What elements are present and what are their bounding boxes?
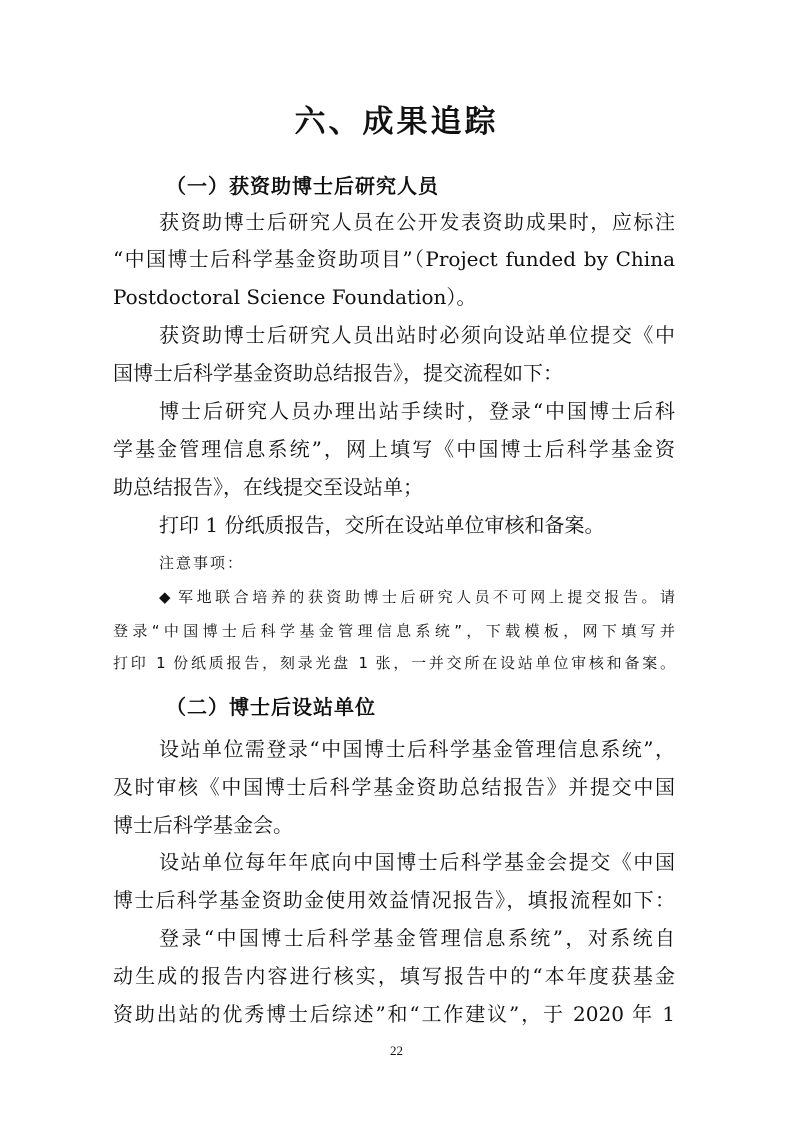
note-line bbox=[159, 586, 675, 607]
paragraph-line: 博士后科学基金会。 bbox=[113, 813, 293, 837]
section-heading-2: （二）博士后设站单位 bbox=[166, 695, 376, 719]
note-text: 军地联合培养的获资助博士后研究人员不可网上提交报告。请 bbox=[174, 588, 675, 606]
paragraph-line: 登录“中国博士后科学基金管理信息系统”，对系统自 bbox=[159, 926, 675, 950]
note-title: 注意事项： bbox=[159, 554, 245, 572]
paragraph-line: 打印 1 份纸质报告，交所在设站单位审核和备案。 bbox=[159, 513, 605, 537]
paragraph-line: 资助出站的优秀博士后综述”和“工作建议”，于 2020 年 1 bbox=[113, 1002, 675, 1026]
paragraph-line: 学基金管理信息系统”，网上填写《中国博士后科学基金资 bbox=[113, 437, 675, 461]
note-line: 登录“中国博士后科学基金管理信息系统”，下载模板，网下填写并 bbox=[113, 622, 675, 640]
paragraph-line: 国博士后科学基金资助总结报告》，提交流程如下： bbox=[113, 361, 563, 385]
paragraph-line: 获资助博士后研究人员在公开发表资助成果时，应标注 bbox=[159, 210, 675, 234]
paragraph-line: “中国博士后科学基金资助项目”（Project funded by China bbox=[113, 247, 675, 271]
section-heading-1: （一）获资助博士后研究人员 bbox=[166, 174, 439, 198]
paragraph-line: Postdoctoral Science Foundation）。 bbox=[113, 285, 477, 309]
paragraph-line: 设站单位需登录“中国博士后科学基金管理信息系统”， bbox=[159, 737, 675, 761]
note-line: 打印 1 份纸质报告，刻录光盘 1 张，一并交所在设站单位审核和备案。 bbox=[113, 654, 675, 672]
paragraph-line: 设站单位每年年底向中国博士后科学基金会提交《中国 bbox=[159, 850, 675, 874]
paragraph-line: 博士后科学基金资助金使用效益情况报告》，填报流程如下： bbox=[113, 888, 675, 912]
page-title: 六、成果追踪 bbox=[294, 104, 499, 140]
diamond-bullet-icon: ◆ bbox=[159, 588, 171, 606]
paragraph-line: 助总结报告》，在线提交至设站单； bbox=[113, 475, 423, 499]
paragraph-line: 获资助博士后研究人员出站时必须向设站单位提交《中 bbox=[159, 323, 675, 347]
paragraph-line: 博士后研究人员办理出站手续时，登录“中国博士后科 bbox=[159, 399, 675, 423]
paragraph-line: 及时审核《中国博士后科学基金资助总结报告》并提交中国 bbox=[113, 775, 675, 799]
page-number: 22 bbox=[390, 1043, 403, 1058]
paragraph-line: 动生成的报告内容进行核实，填写报告中的“本年度获基金 bbox=[113, 964, 675, 988]
